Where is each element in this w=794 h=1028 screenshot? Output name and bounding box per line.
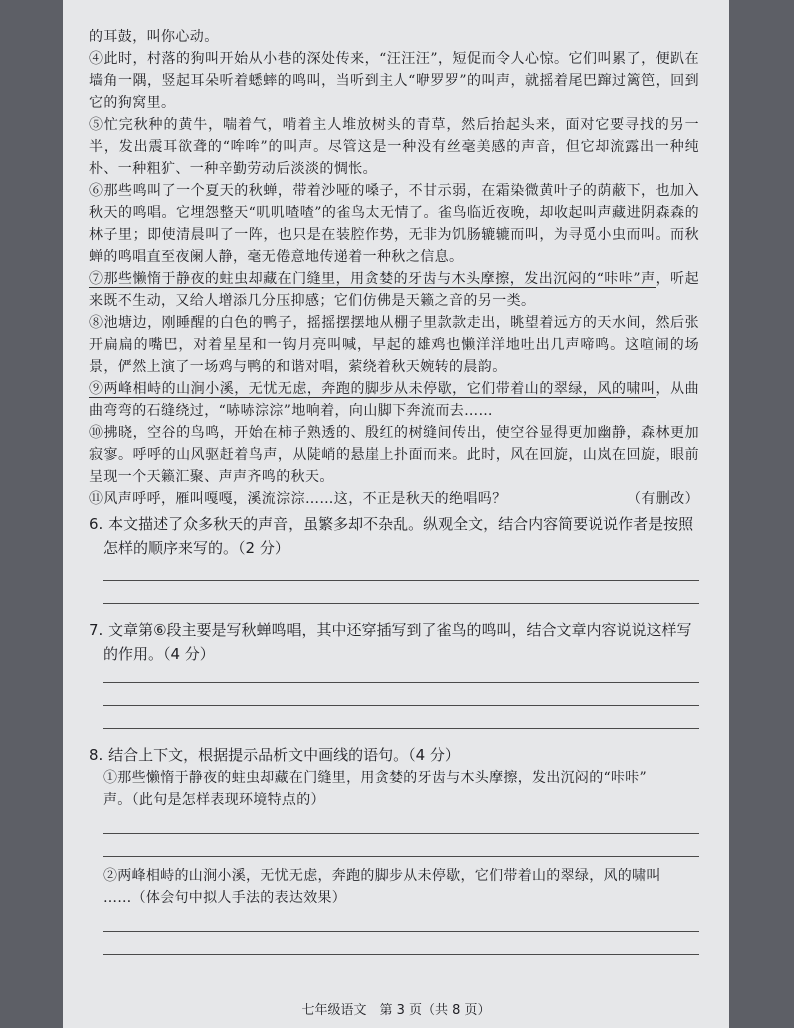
- question-8: [89, 743, 699, 955]
- underlined-sentence-1: ⑦那些懒惰于静夜的蛀虫却藏在门缝里，用贪婪的牙齿与木头摩擦，发出沉闷的“咔咔”声: [89, 271, 656, 287]
- question-8-sub-2-line-1: ②两峰相峙的山涧小溪，无忧无虑，奔跑的脚步从未停歇，它们带着山的翠绿，风的啸叫: [103, 868, 661, 884]
- answer-line[interactable]: [103, 603, 699, 604]
- question-6: [89, 512, 699, 604]
- answer-line[interactable]: [103, 682, 699, 683]
- answer-line[interactable]: [103, 580, 699, 581]
- passage-paragraph-8: ⑧池塘边，刚睡醒的白色的鸭子，摇摇摆摆地从棚子里款款走出，眺望着远方的天水间，然后张开扁扁的嘴巴，对着星星和一钩月亮叫喊，早起的雄鸡也懒洋洋地吐出几声啼鸣。这喧闹的场景，俨然上演了一场鸡与鸭的和谐对唱，萦绕着秋天婉转的晨韵。: [89, 315, 699, 375]
- question-8-line-1: 8. 结合上下文，根据提示品析文中画线的语句。（4 分）: [89, 746, 460, 764]
- question-8-sub-1-line-1: ①那些懒惰于静夜的蛀虫却藏在门缝里，用贪婪的牙齿与木头摩擦，发出沉闷的“咔咔”: [103, 770, 648, 786]
- answer-line[interactable]: [103, 705, 699, 706]
- page-footer: 七年级语文 第 3 页（共 8 页）: [301, 1003, 491, 1018]
- passage-paragraph-4: ④此时，村落的狗叫开始从小巷的深处传来，“汪汪汪”，短促而令人心惊。它们叫累了，便趴在墙角一隅，竖起耳朵听着蟋蟀的鸣叫，当听到主人“咿罗罗”的叫声，就摇着尾巴蹿过篱笆，回到它的狗窝里。: [89, 51, 699, 111]
- question-8-sub-1-line-2: 声。（此句是怎样表现环境特点的）: [103, 792, 325, 808]
- passage-paragraph-5: ⑤忙完秋种的黄牛，喘着气，啃着主人堆放树头的青草，然后抬起头来，面对它要寻找的另一半，发出震耳欲聋的“哞哞”的叫声。尽管这是一种没有丝毫美感的声音，但它却流露出一种纯朴、一种粗犷、一种辛勤劳动后淡淡的惆怅。: [89, 117, 699, 177]
- answer-line[interactable]: [103, 931, 699, 932]
- passage-paragraph-7: [89, 268, 699, 312]
- question-6-line-1: 6. 本文描述了众多秋天的声音，虽繁多却不杂乱。纵观全文，结合内容简要说说作者是按照: [89, 515, 694, 533]
- exam-page: [63, 0, 729, 1028]
- passage-paragraph-9: [89, 378, 699, 422]
- question-7: [89, 618, 699, 729]
- paragraph-7-rest: ，听起来既不生动，又给人增添几分压抑感；它们仿佛是天籁之音的另一类。: [89, 271, 700, 309]
- passage-paragraph-11: [89, 488, 699, 510]
- answer-line[interactable]: [103, 833, 699, 834]
- passage-paragraph-3-end: 的耳鼓，叫你心动。: [89, 29, 219, 45]
- question-7-line-2: 的作用。（4 分）: [103, 645, 215, 663]
- question-8-sub-2-line-2: ……（体会句中拟人手法的表达效果）: [103, 890, 347, 906]
- answer-line[interactable]: [103, 954, 699, 955]
- passage-paragraph-10: ⑩拂晓，空谷的鸟鸣，开始在柿子熟透的、殷红的树缝间传出，使空谷显得更加幽静，森林更加寂寥。呼呼的山风驱赶着鸟声，从陡峭的悬崖上扑面而来。此时，风在回旋，山岚在回旋，眼前呈现一个天籁汇聚、声声齐鸣的秋天。: [89, 425, 699, 485]
- question-6-line-2: 怎样的顺序来写的。（2 分）: [103, 539, 290, 557]
- passage-paragraph-6: ⑥那些鸣叫了一个夏天的秋蝉，带着沙哑的嗓子，不甘示弱，在霜染微黄叶子的荫蔽下，也加入秋天的鸣唱。它埋怨整天“叽叽喳喳”的雀鸟太无情了。雀鸟临近夜晚，却收起叫声藏进阴森森的林子里；即使清晨叫了一阵，也只是在装腔作势，无非为饥肠辘辘而叫，为寻觅小虫而叫。而秋蝉的鸣唱直至夜阑人静，毫无倦意地传递着一种秋之信息。: [89, 183, 699, 265]
- paragraph-9-rest: ，从曲曲弯弯的石缝绕过，“哧哧淙淙”地响着，向山脚下奔流而去……: [89, 381, 700, 419]
- paragraph-11-text: ⑪风声呼呼，雁叫嘎嘎，溪流淙淙……这，不正是秋天的绝唱吗？: [89, 491, 507, 507]
- source-note: （有删改）: [627, 491, 699, 507]
- answer-line[interactable]: [103, 728, 699, 729]
- underlined-sentence-2: ⑨两峰相峙的山涧小溪，无忧无虑，奔跑的脚步从未停歇，它们带着山的翠绿，风的啸叫: [89, 381, 656, 397]
- answer-line[interactable]: [103, 856, 699, 857]
- question-7-line-1: 7. 文章第⑥段主要是写秋蝉鸣唱，其中还穿插写到了雀鸟的鸣叫，结合文章内容说说这样写: [89, 621, 692, 639]
